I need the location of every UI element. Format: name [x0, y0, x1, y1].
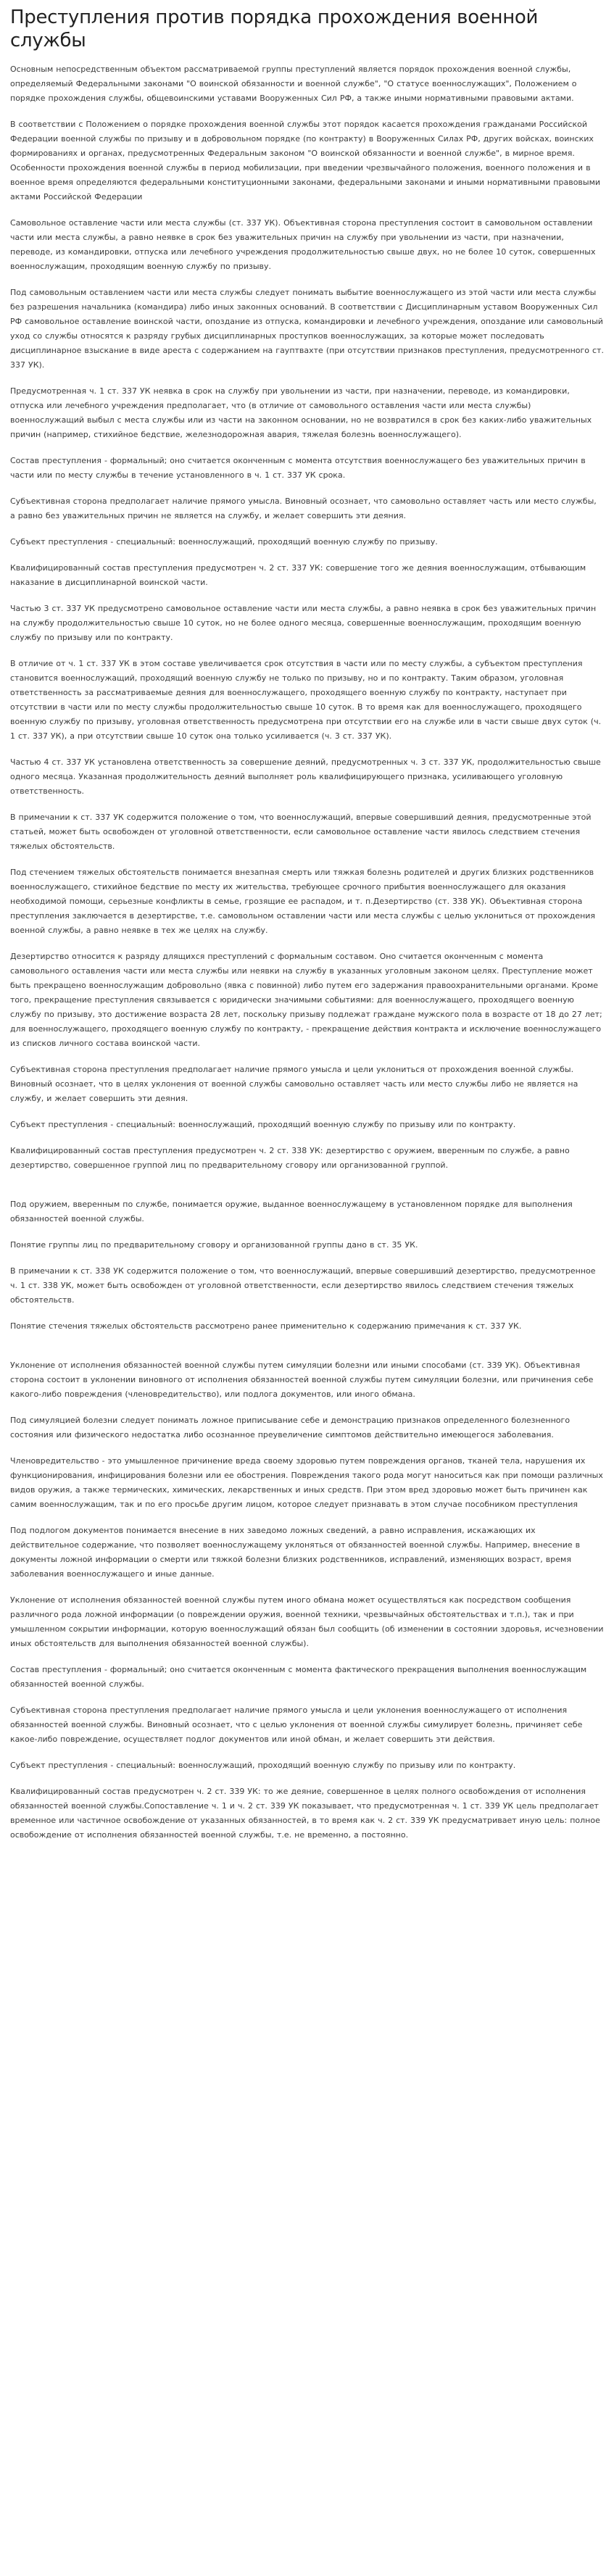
article-paragraph: Субъективная сторона преступления предполагает наличие прямого умысла и цели уклонения военнослужащего от исполнения обязанностей военной службы. Виновный осознает, что с целью уклонения от военной службы симулирует болезнь, причиняет себе какое-либо повреждение, осуществляет подлог документов или иной обман, и желает совершить эти действия.: [10, 1705, 583, 1744]
article-paragraph: Самовольное оставление части или места службы (ст. 337 УК). Объективная сторона преступления состоит в самовольном оставлении части или места службы, а равно неявке в срок без уважительных причин на службу при увольнении из части, при назначении, переводе, из командировки, отпуска или лечебного учреждения продолжительностью свыше двух, но не более 10 суток, совершенных военнослужащим, проходящим военную службу по призыву.: [10, 218, 596, 271]
article-paragraph: Субъективная сторона преступления предполагает наличие прямого умысла и цели уклониться от прохождения военной службы. Виновный осознает, что в целях уклонения от военной службы самовольно оставляет часть или место службы либо не является на службу, и желает совершить эти деяния.: [10, 1065, 578, 1103]
article-title: Преступления против порядка прохождения военной службы: [10, 7, 539, 51]
article-paragraph: Субъект преступления - специальный: военнослужащий, проходящий военную службу по призыву или по контракту.: [10, 1761, 516, 1770]
article-paragraph: Членовредительство - это умышленное причинение вреда своему здоровью путем повреждения органов, тканей тела, нарушения их функционирования, инфицирования болезни или ее обострения. Повреждения такого рода могут наноситься как при помощи различных видов оружия, а также термических, химических, лекарственных и иных средств. При этом вред здоровью может быть причинен как самим военнослужащим, так и по его просьбе другим лицом, которое следует признавать в этом случае пособником преступления: [10, 1456, 603, 1509]
article-paragraph: Частью 4 ст. 337 УК установлена ответственность за совершение деяний, предусмотренных ч. 3 ст. 337 УК, продолжительностью свыше одного месяца. Указанная продолжительность деяний выполняет роль квалифицирующего признака, усиливающего уголовную ответственность.: [10, 757, 601, 796]
article-paragraph: Под самовольным оставлением части или места службы следует понимать выбытие военнослужащего из этой части или места службы без разрешения начальника (командира) либо иных законных оснований. В соответствии с Дисциплинарным уставом Вооруженных Сил РФ самовольное оставление воинской части, опоздание из отпуска, командировки и лечебного учреждения, опоздание или самовольный уход со службы относятся к разряду грубых дисциплинарных проступков военнослужащих, за которые может последовать дисциплинарное взыскание в виде ареста с содержанием на гауптвахте (при отсутствии признаков преступления, предусмотренного ст. 337 УК).: [10, 288, 604, 370]
article-paragraph: Уклонение от исполнения обязанностей военной службы путем иного обмана может осуществляться как посредством сообщения различного рода ложной информации (о повреждении оружия, военной техники, чрезвычайных обстоятельствах и т.п.), так и при умышленном сокрытии информации, которую военнослужащий обязан был сообщить (об изменении в состоянии здоровья, исчезновении иных обстоятельств для выполнения обязанностей военной службы).: [10, 1595, 604, 1648]
article-paragraph: Субъективная сторона предполагает наличие прямого умысла. Виновный осознает, что самовольно оставляет часть или место службы, а равно без уважительных причин не является на службу, и желает совершить эти деяния.: [10, 496, 597, 520]
article-paragraph: Предусмотренная ч. 1 ст. 337 УК неявка в срок на службу при увольнении из части, при назначении, переводе, из командировки, отпуска или лечебного учреждения предполагает, что (в отличие от самовольного оставления части или места службы) военнослужащий выбыл с места службы или из части на законном основании, но не возвратился в срок без каких-либо уважительных причин (например, стихийное бедствие, железнодорожная авария, тяжелая болезнь военнослужащего).: [10, 386, 592, 439]
article-paragraph: Квалифицированный состав предусмотрен ч. 2 ст. 339 УК: то же деяние, совершенное в целях полного освобождения от исполнения обязанностей военной службы.Сопоставление ч. 1 и ч. 2 ст. 339 УК показывает, что предусмотренная ч. 1 ст. 339 УК цель предполагает временное или частичное освобождение от указанных обязанностей, в то время как ч. 2 ст. 339 УК предусматривает иную цель: полное освобождение от исполнения обязанностей военной службы, т.е. не временно, а постоянно.: [10, 1787, 600, 1840]
article-paragraph: Основным непосредственным объектом рассматриваемой группы преступлений является порядок прохождения военной службы, определяемый Федеральными законами "О воинской обязанности и военной службе", "О статусе военнослужащих", Положением о порядке прохождения службы, общевоинскими уставами Вооруженных Сил РФ, а также иными нормативными правовыми актами.: [10, 65, 577, 103]
article-paragraph: В примечании к ст. 337 УК содержится положение о том, что военнослужащий, впервые совершивший деяния, предусмотренные этой статьей, может быть освобожден от уголовной ответственности, если самовольное оставление части явилось следствием стечения тяжелых обстоятельств.: [10, 813, 592, 851]
article-paragraph: Состав преступления - формальный; оно считается оконченным с момента фактического прекращения выполнения военнослужащим обязанностей военной службы.: [10, 1665, 587, 1689]
article-paragraph: Квалифицированный состав преступления предусмотрен ч. 2 ст. 338 УК: дезертирство с оружием, вверенным по службе, а равно дезертирство, совершенное группой лиц по предварительному сговору или организованной группой.: [10, 1146, 570, 1170]
article-paragraph: Субъект преступления - специальный: военнослужащий, проходящий военную службу по призыву или по контракту.: [10, 1120, 516, 1129]
article-paragraph: В примечании к ст. 338 УК содержится положение о том, что военнослужащий, впервые совершивший дезертирство, предусмотренное ч. 1 ст. 338 УК, может быть освобожден от уголовной ответственности, если дезертирство явилось следствием стечения тяжелых обстоятельств.: [10, 1266, 596, 1305]
article-paragraph: Уклонение от исполнения обязанностей военной службы путем симуляции болезни или иными способами (ст. 339 УК). Объективная сторона состоит в уклонении виновного от исполнения обязанностей военной службы путем симуляции болезни, или причинения себе какого-либо повреждения (членовредительство), или подлога документов, или иного обмана.: [10, 1360, 594, 1399]
article-paragraph: Дезертирство относится к разряду длящихся преступлений с формальным составом. Оно считается оконченным с момента самовольного оставления части или места службы или неявки на службу в указанных уголовным законом целях. Преступление может быть прекращено военнослужащим добровольно (явка с повинной) либо путем его задержания правоохранительными органами. Кроме того, прекращение преступления связывается с юридически значимыми событиями: для военнослужащего, проходящего военную службу по призыву, это достижение возраста 28 лет, поскольку призыву подлежат граждане мужского пола в возрасте от 18 до 27 лет; для военнослужащего, проходящего военную службу по контракту, - прекращение действия контракта и исключение военнослужащего из списков личного состава воинской части.: [10, 952, 602, 1048]
article-paragraph: Квалифицированный состав преступления предусмотрен ч. 2 ст. 337 УК: совершение того же деяния военнослужащим, отбывающим наказание в дисциплинарной воинской части.: [10, 563, 586, 587]
article-paragraph: В соответствии с Положением о порядке прохождения военной службы этот порядок касается прохождения гражданами Российской Федерации военной службы по призыву и в добровольном порядке (по контракту) в Вооруженных Силах РФ, других войсках, воинских формированиях и органах, предусмотренных Федеральным законом "О воинской обязанности и военной службе", в мирное время. Особенности прохождения военной службы в период мобилизации, при введении чрезвычайного положения, военного положения и в военное время определяются федеральными конституционными законами, федеральными законами и иными нормативными правовыми актами Российской Федерации: [10, 120, 601, 201]
article-paragraph: Под симуляцией болезни следует понимать ложное приписывание себе и демонстрацию признаков определенного болезненного состояния или физического недостатка либо осознанное преувеличение симптомов действительно имеющегося заболевания.: [10, 1416, 571, 1439]
article-body: [10, 62, 604, 1842]
article-paragraph: Понятие стечения тяжелых обстоятельств рассмотрено ранее применительно к содержанию примечания к ст. 337 УК.: [10, 1321, 522, 1331]
article-paragraph: Под оружием, вверенным по службе, понимается оружие, выданное военнослужащему в установленном порядке для выполнения обязанностей военной службы.: [10, 1200, 573, 1223]
article-paragraph: Состав преступления - формальный; оно считается оконченным с момента отсутствия военнослужащего без уважительных причин в части или по месту службы в течение установленного в ч. 1 ст. 337 УК срока.: [10, 456, 586, 480]
article-paragraph: Субъект преступления - специальный: военнослужащий, проходящий военную службу по призыву.: [10, 537, 438, 547]
article-paragraph: Понятие группы лиц по предварительному сговору и организованной группы дано в ст. 35 УК.: [10, 1240, 418, 1250]
article-paragraph: Частью 3 ст. 337 УК предусмотрено самовольное оставление части или места службы, а равно неявка в срок без уважительных причин на службу продолжительностью свыше 10 суток, но не более одного месяца, совершенные военнослужащим, проходящим военную службу по призыву или по контракту.: [10, 604, 597, 642]
article-paragraph: В отличие от ч. 1 ст. 337 УК в этом составе увеличивается срок отсутствия в части или по месту службы, а субъектом преступления становится военнослужащий, проходящий военную службу не только по призыву, но и по контракту. Таким образом, уголовная ответственность за рассматриваемые деяния для военнослужащего, проходящего военную службу по контракту, наступает при отсутствии в части или по месту службы продолжительностью свыше 10 суток. В то время как для военнослужащего, проходящего военную службу по призыву, уголовная ответственность предусмотрена при отсутствии его на службе или в части свыше двух суток (ч. 1 ст. 337 УК), а при отсутствии свыше 10 суток она только усиливается (ч. 3 ст. 337 УК).: [10, 659, 602, 741]
article-paragraph: Под подлогом документов понимается внесение в них заведомо ложных сведений, а равно исправления, искажающих их действительное содержание, что позволяет военнослужащему уклоняться от обязанностей военной службы. Например, внесение в документы ложной информации о смерти или тяжкой болезни близких родственников, исправлений, изменяющих возраст, время заболевания военнослужащего и иные данные.: [10, 1526, 581, 1579]
article-paragraph: Под стечением тяжелых обстоятельств понимается внезапная смерть или тяжкая болезнь родителей и других близких родственников военнослужащего, стихийное бедствие по месту их жительства, требующее срочного прибытия военнослужащего для оказания необходимой помощи, серьезные конфликты в семье, грозящие ее распадом, и т. п.Дезертирство (ст. 338 УК). Объективная сторона преступления заключается в дезертирстве, т.е. самовольном оставлении части или места службы с целью уклониться от прохождения военной службы, а равно неявке в тех же целях на службу.: [10, 868, 596, 935]
